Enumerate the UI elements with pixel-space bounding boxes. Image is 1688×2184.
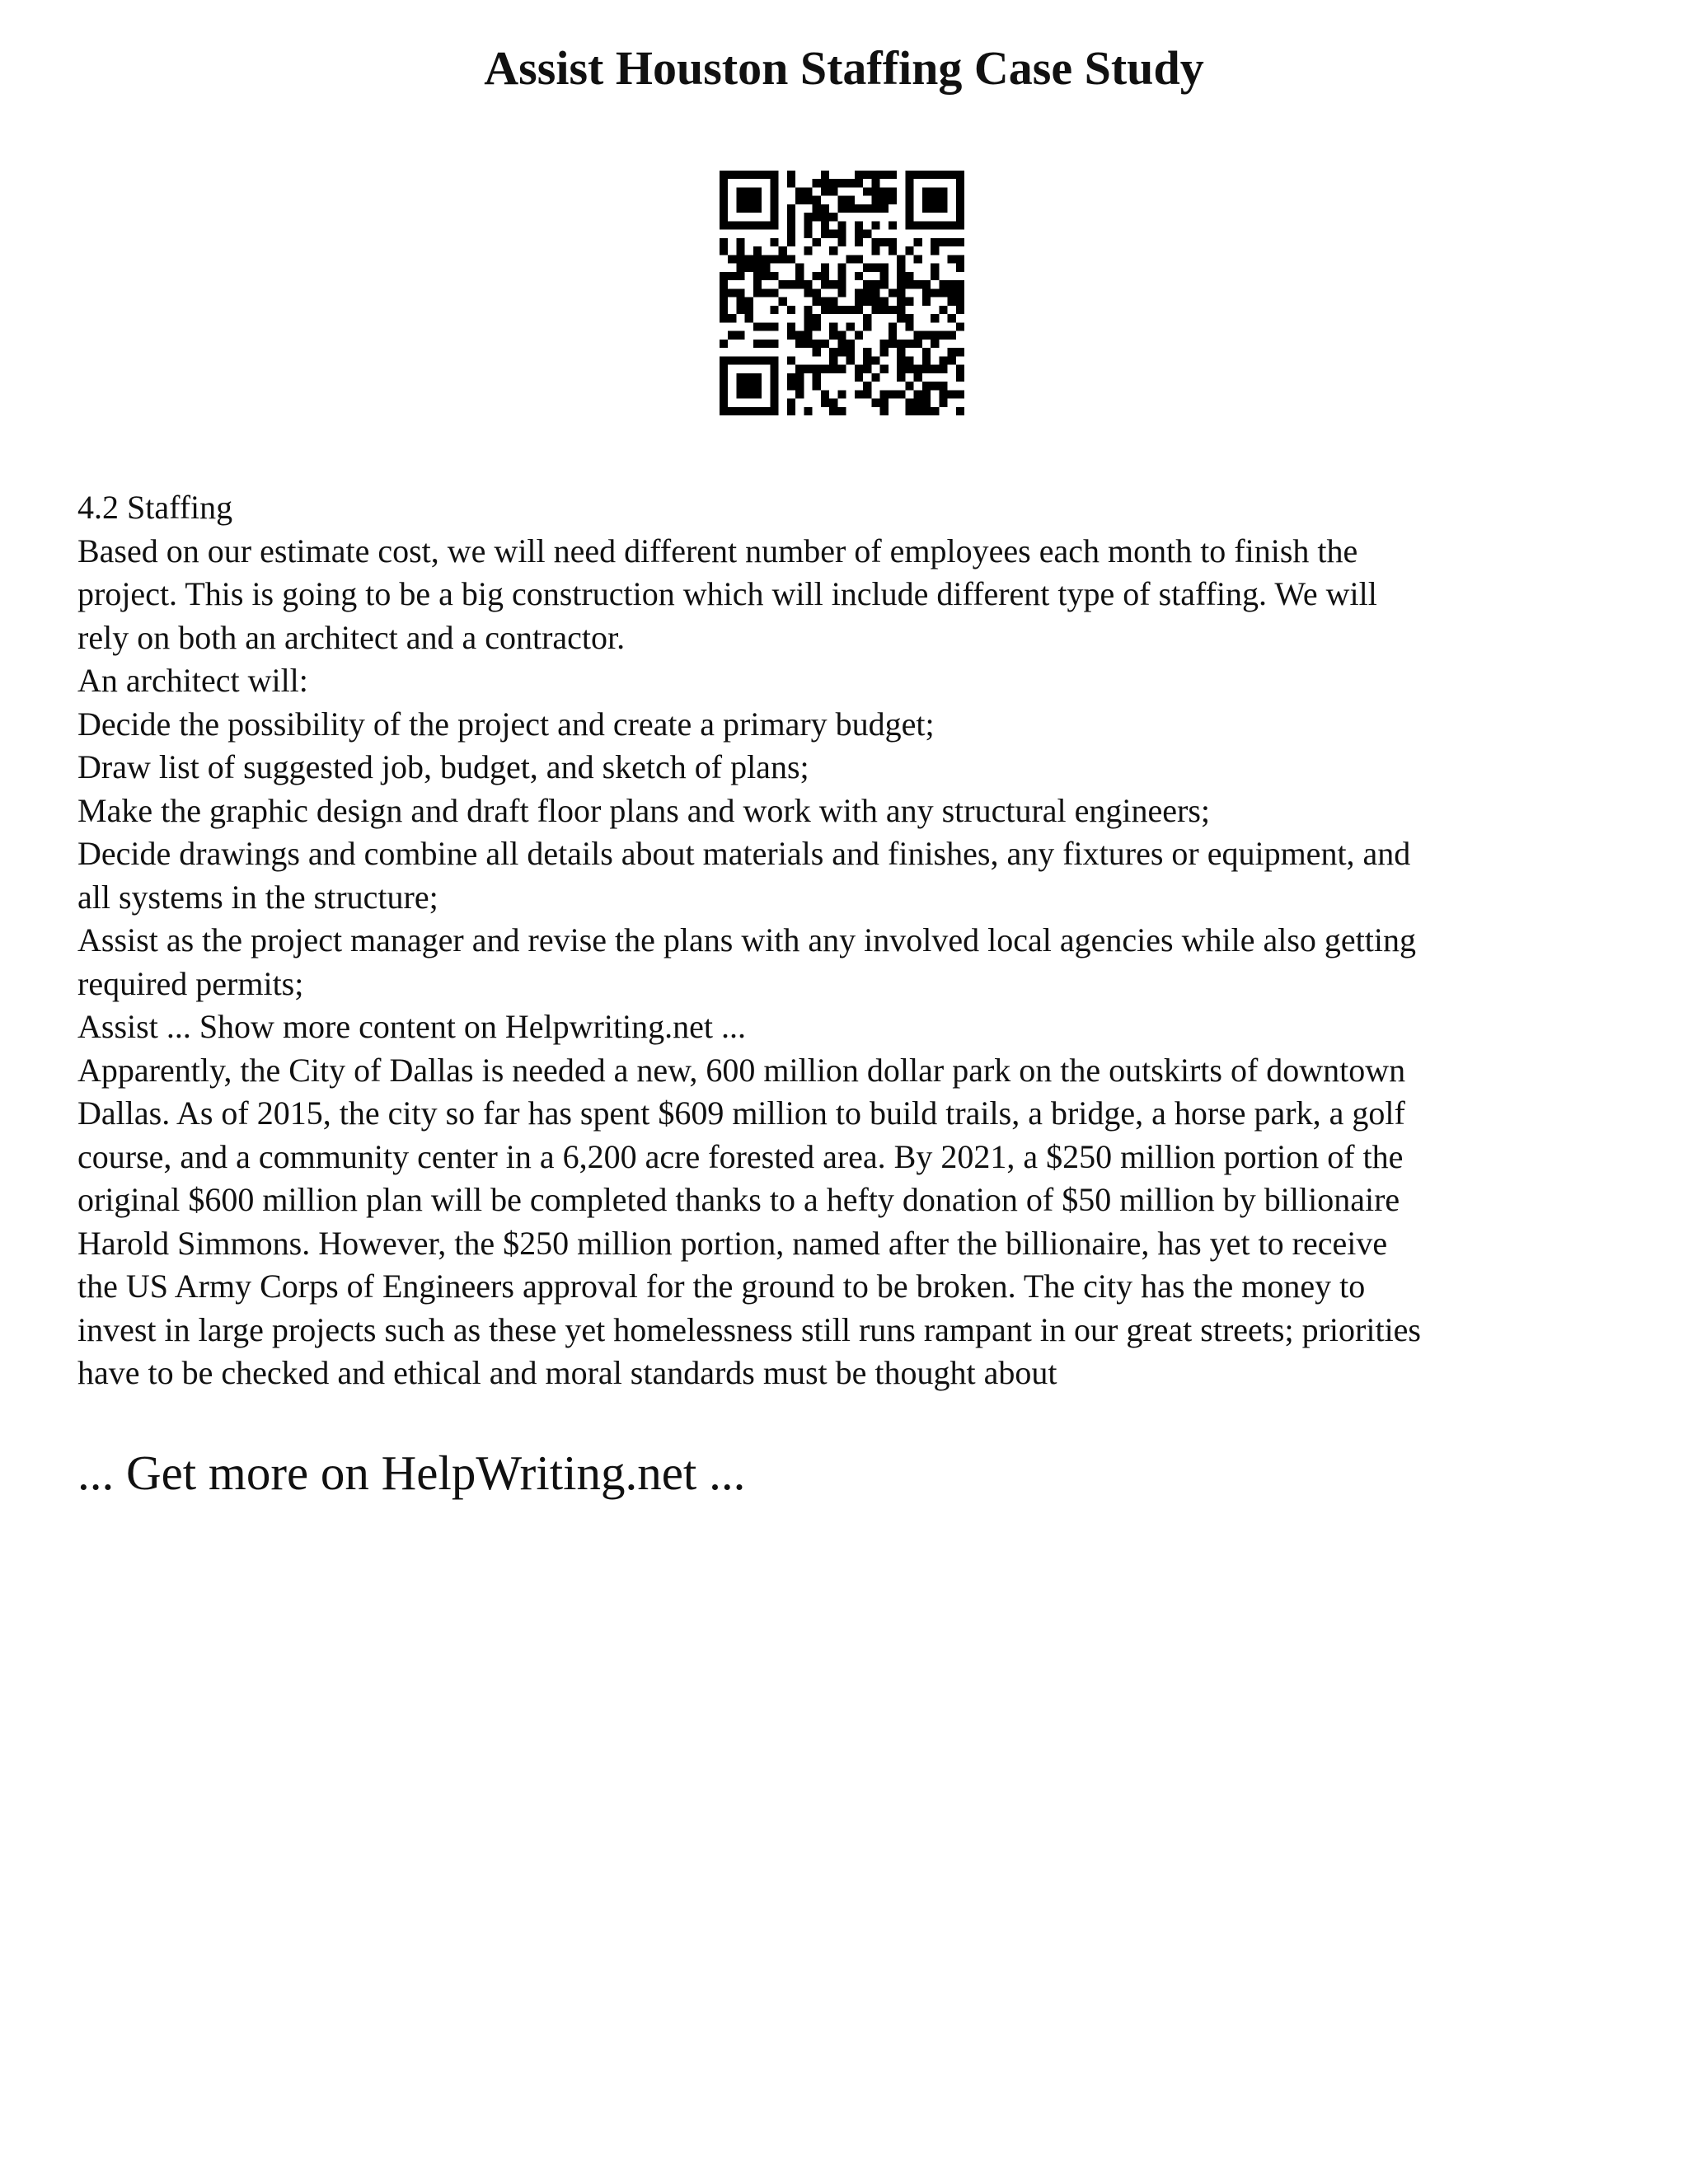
list-item: Draw list of suggested job, budget, and sketch of plans; [77,748,809,785]
paragraph-line: the US Army Corps of Engineers approval for the ground to be broken. The city has the money to [77,1268,1366,1305]
list-item: Decide drawings and combine all details about materials and finishes, any fixtures or equipment, and [77,835,1411,872]
list-item: Assist as the project manager and revise the plans with any involved local agencies while also getting [77,921,1416,958]
paragraph-line: An architect will: [77,662,308,699]
get-more-link[interactable]: ... Get more on HelpWriting.net ... [77,1446,746,1500]
paragraph-line: Based on our estimate cost, we will need different number of employees each month to finish the [77,532,1358,569]
qr-code-icon [720,171,964,415]
page-title: Assist Houston Staffing Case Study [484,41,1204,95]
show-more-line: Assist ... Show more content on Helpwriting.net ... [77,1008,747,1045]
paragraph-line: have to be checked and ethical and moral standards must be thought about [77,1354,1057,1391]
paragraph-line: rely on both an architect and a contractor. [77,618,626,656]
list-item: Make the graphic design and draft floor plans and work with any structural engineers; [77,791,1211,829]
paragraph-line: Harold Simmons. However, the $250 million portion, named after the billionaire, has yet to receive [77,1224,1388,1262]
paragraph-line: Apparently, the City of Dallas is needed a new, 600 million dollar park on the outskirts of downtown [77,1051,1406,1089]
paragraph-line: Dallas. As of 2015, the city so far has spent $609 million to build trails, a bridge, a horse park, a golf [77,1094,1405,1132]
paragraph-line: project. This is going to be a big construction which will include different type of staffing. We will [77,575,1377,612]
paragraph-line: original $600 million plan will be completed thanks to a hefty donation of $50 million by billionaire [77,1181,1400,1218]
paragraph-line: invest in large projects such as these yet homelessness still runs rampant in our great streets; priorities [77,1310,1421,1348]
list-item: required permits; [77,964,304,1002]
list-item: all systems in the structure; [77,878,438,916]
article-body [77,486,1627,1395]
list-item: Decide the possibility of the project and create a primary budget; [77,705,935,743]
paragraph-line: course, and a community center in a 6,200 acre forested area. By 2021, a $250 million portion of the [77,1137,1404,1175]
section-heading: 4.2 Staffing [77,489,233,526]
